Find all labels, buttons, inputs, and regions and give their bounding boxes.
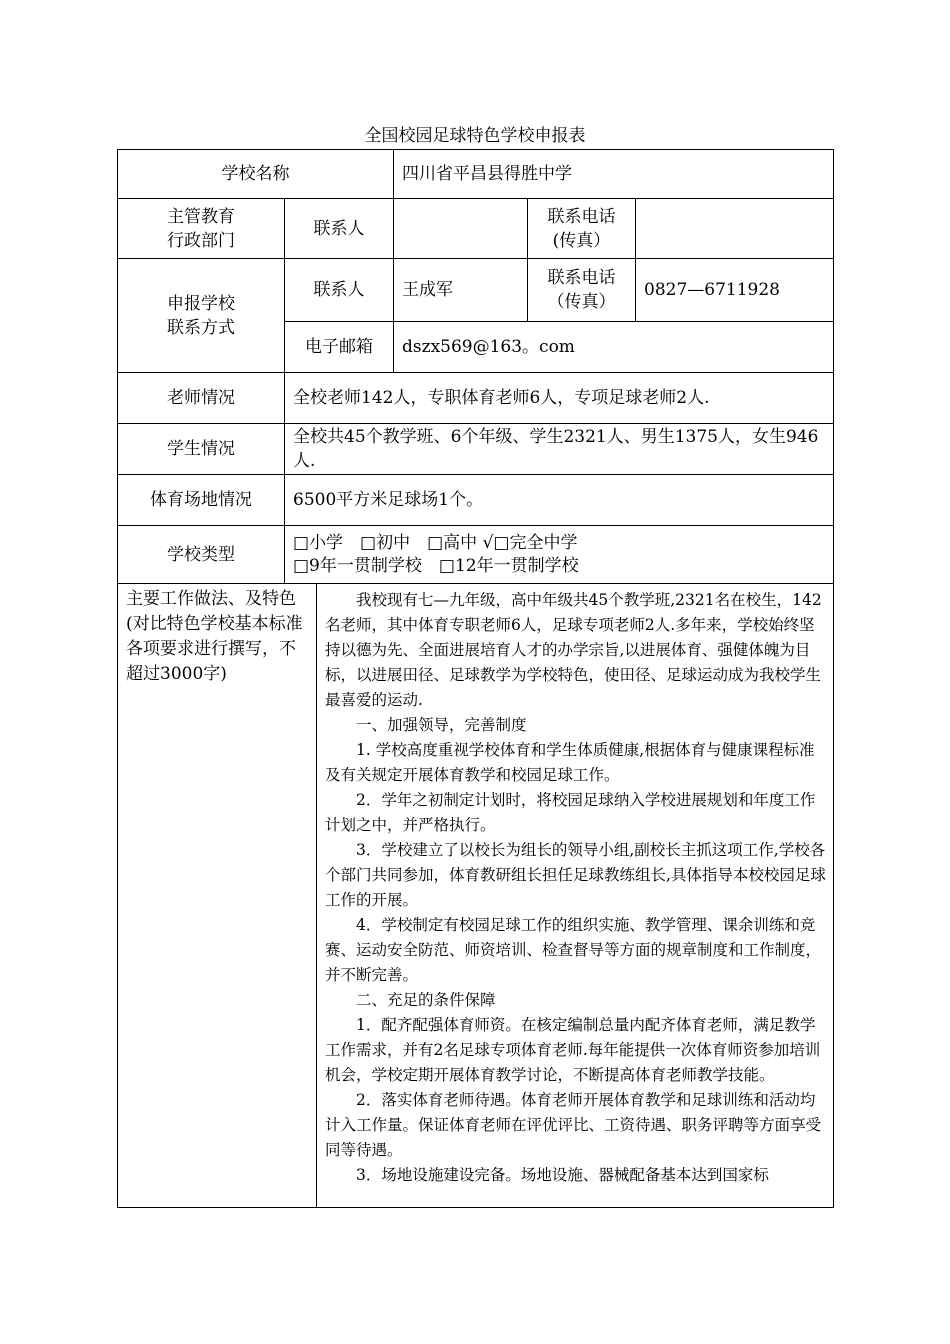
students-label: 学生情况 [118,424,285,475]
applicant-phone-value: 0827—6711928 [636,259,834,322]
school-name-label: 学校名称 [118,150,394,199]
school-name-value: 四川省平昌县得胜中学 [394,150,834,199]
school-type-line-1: □小学 □初中 □高中 √□完全中学 [293,532,578,553]
applicant-contact-label: 联系人 [285,259,394,322]
main-work-paragraph: 1．配齐配强体育师资。在核定编制总量内配齐体育老师，满足教学工作需求，并有2名足球专项体育老师.每年能提供一次体育师资参加培训机会，学校定期开展体育教学讨论，不断提高体育老师教学技能。 [325,1016,821,1084]
main-work-paragraph: 2．学年之初制定计划时，将校园足球纳入学校进展规划和年度工作计划之中，并严格执行。 [325,791,816,834]
row-applicant-contact [118,259,834,322]
main-work-heading: 二、充足的条件保障 [356,991,496,1009]
row-school-name [118,150,834,199]
main-work-paragraph: 我校现有七—九年级，高中年级共45个教学班,2321名在校生，142名老师，其中体育专职老师6人，足球专项老师2人.多年来，学校始终坚持以德为先、全面进展培育人才的办学宗旨,以进展体育、强健体魄为目标，以进展田径、足球教学为学校特色，使田径、足球运动成为我校学生最喜爱的运动. [325,591,822,709]
main-work-paragraph: 1. 学校高度重视学校体育和学生体质健康,根据体育与健康课程标准及有关规定开展体育教学和校园足球工作。 [325,741,815,784]
application-form-table [117,149,834,1208]
row-teachers [118,373,834,424]
main-work-paragraph: 2．落实体育老师待遇。体育老师开展体育教学和足球训练和活动均计入工作量。保证体育老师在评优评比、工资待遇、职务评聘等方面享受同等待遇。 [325,1091,822,1159]
teachers-label: 老师情况 [118,373,285,424]
school-type-label: 学校类型 [118,526,285,584]
facilities-value: 6500平方米足球场1个。 [285,475,834,526]
applicant-contact-value: 王成军 [394,259,528,322]
applicant-email-value: dszx569@163。com [394,322,834,373]
applicant-phone-label: 联系电话 （传真） [528,259,636,322]
row-students [118,424,834,475]
applicant-email-label: 电子邮箱 [285,322,394,373]
main-work-paragraph: 3．场地设施建设完备。场地设施、器械配备基本达到国家标 [356,1166,769,1184]
authority-phone-value [636,199,834,259]
row-main-work [118,584,834,1208]
applicant-label: 申报学校 联系方式 [118,259,285,373]
main-work-heading: 一、加强领导，完善制度 [356,716,527,734]
form-title: 全国校园足球特色学校申报表 [364,126,586,146]
main-work-body [317,584,834,1208]
students-value: 全校共45个教学班、6个年级、学生2321人、男生1375人，女生946人. [285,424,834,475]
teachers-value: 全校老师142人，专职体育老师6人，专项足球老师2人. [285,373,834,424]
row-authority [118,199,834,259]
row-facilities [118,475,834,526]
facilities-label: 体育场地情况 [118,475,285,526]
school-type-line-2: □9年一贯制学校 □12年一贯制学校 [293,555,579,576]
row-school-type [118,526,834,584]
authority-phone-label: 联系电话 (传真） [528,199,636,259]
main-work-paragraph: 4．学校制定有校园足球工作的组织实施、教学管理、课余训练和竞赛、运动安全防范、师资培训、检查督导等方面的规章制度和工作制度，并不断完善。 [325,916,822,984]
authority-contact-value [394,199,528,259]
authority-label: 主管教育 行政部门 [118,199,285,259]
main-work-label: 主要工作做法、及特色(对比特色学校基本标准各项要求进行撰写，不超过3000字) [118,584,317,1208]
school-type-options [285,526,834,584]
main-work-paragraph: 3．学校建立了以校长为组长的领导小组,副校长主抓这项工作,学校各个部门共同参加，体育教研组长担任足球教练组长,具体指导本校校园足球工作的开展。 [325,841,826,909]
authority-contact-label: 联系人 [285,199,394,259]
